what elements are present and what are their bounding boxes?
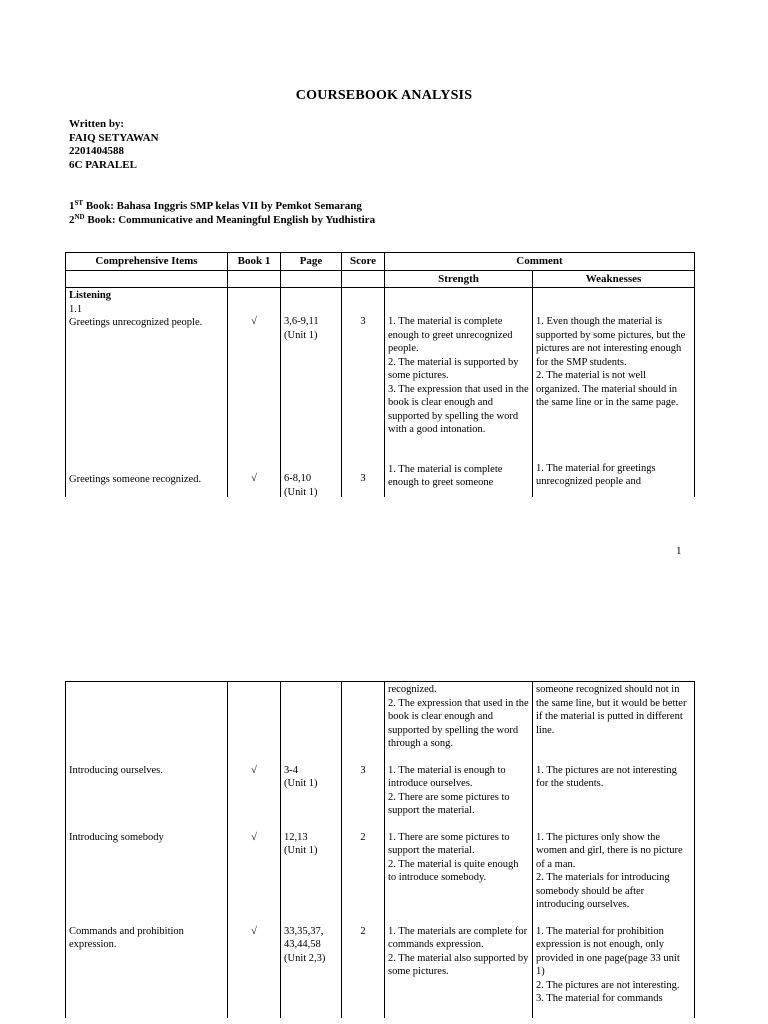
table-row <box>66 288 695 498</box>
strength-text: 2. There are some pictures to support the material. <box>388 791 510 816</box>
strength-text: recognized. <box>388 684 437 695</box>
items-cell <box>66 830 228 924</box>
author-id: 2201404588 <box>69 145 124 157</box>
strength-text: 2. The material also supported by some pictures. <box>388 952 529 977</box>
weakness-text: 1. The pictures only show the women and girl, there is no picture of a man. <box>536 831 683 870</box>
score-cell <box>342 682 385 763</box>
unit-ref: (Unit 1) <box>284 778 318 789</box>
book-2-ordinal: 2 <box>69 214 75 226</box>
page-1 <box>0 0 768 497</box>
unit-ref: (Unit 1) <box>284 329 318 341</box>
weakness-cell <box>533 682 695 763</box>
header-weaknesses: Weaknesses <box>533 270 695 288</box>
header-items: Comprehensive Items <box>66 253 228 271</box>
weakness-cell <box>533 288 695 498</box>
subheader-empty <box>228 270 281 288</box>
item-label: Greetings unrecognized people. <box>69 317 203 328</box>
strength-text: 2. The material is supported by some pictures. <box>388 356 519 381</box>
book-list <box>69 199 375 227</box>
weakness-text: 2. The materials for introducing somebody should be after introducing ourselves. <box>536 872 670 910</box>
check-cell <box>228 924 281 1018</box>
strength-cell <box>385 763 533 830</box>
page-ref: 12,13 <box>284 831 308 843</box>
strength-cell <box>385 830 533 924</box>
table-row <box>66 763 695 830</box>
strength-text: 2. The expression that used in the book is clear enough and supported by spelling the word through a song. <box>388 697 529 749</box>
book-1-line <box>69 199 375 213</box>
weakness-text: 1. The material for prohibition expression is not enough, only provided in one page(page 33 unit 1) <box>536 925 680 977</box>
items-cell <box>66 763 228 830</box>
items-cell <box>66 924 228 1018</box>
strength-text: 1. There are some pictures to support the material. <box>388 831 510 856</box>
book-2-text: Book: Communicative and Meaningful English by Yudhistira <box>84 214 376 226</box>
check-cell <box>228 288 281 498</box>
header-strength: Strength <box>385 270 533 288</box>
score-value: 2 <box>360 831 366 843</box>
subheader-empty <box>281 270 342 288</box>
page-cell <box>281 924 342 1018</box>
author-name: FAIQ SETYAWAN <box>69 131 159 144</box>
items-cell <box>66 682 228 763</box>
subheader-empty <box>66 270 228 288</box>
header-comment: Comment <box>385 253 695 271</box>
item-label: Introducing somebody <box>69 831 164 843</box>
unit-ref: (Unit 1) <box>284 486 318 497</box>
table-row <box>66 924 695 1018</box>
book-1-text: Book: Bahasa Inggris SMP kelas VII by Pemkot Semarang <box>83 200 362 212</box>
analysis-table-page-1 <box>65 252 695 497</box>
weakness-text: 1. The pictures are not interesting for the students. <box>536 764 677 789</box>
header-book: Book 1 <box>228 253 281 271</box>
weakness-text: 1. Even though the material is supported by some pictures, but the pictures are not interesting enough for the SMP students. <box>536 316 686 368</box>
checkmark: √ <box>251 472 257 484</box>
page-2 <box>0 681 768 1024</box>
author-block <box>69 118 159 172</box>
table-subheader-row <box>66 270 695 288</box>
check-cell <box>228 763 281 830</box>
page-number: 1 <box>676 545 682 557</box>
page-ref: 6-8,10 <box>284 473 312 484</box>
checkmark: √ <box>251 764 257 776</box>
table-row <box>66 830 695 924</box>
page-break <box>0 497 768 681</box>
weakness-cell <box>533 924 695 1018</box>
score-cell <box>342 830 385 924</box>
score-cell <box>342 763 385 830</box>
book-1-suffix: ST <box>74 199 84 207</box>
checkmark: √ <box>251 316 257 327</box>
item-label: Introducing ourselves. <box>69 764 163 776</box>
weakness-text: 3. The material for commands <box>536 993 663 1004</box>
weakness-cell <box>533 763 695 830</box>
checkmark: √ <box>251 925 257 937</box>
page-cell <box>281 288 342 498</box>
weakness-text: 2. The material is not well organized. The material should in the same line or in the same page. <box>536 370 679 408</box>
page-ref: 33,35,37, <box>284 925 324 937</box>
weakness-cell <box>533 830 695 924</box>
page-cell <box>281 830 342 924</box>
page-ref: 43,44,58 <box>284 939 321 950</box>
table-row <box>66 682 695 763</box>
strength-text: 3. The expression that used in the book is clear enough and supported by spelling the word with a good intonation. <box>388 383 529 435</box>
strength-text: 1. The material is complete enough to greet someone <box>388 463 503 488</box>
strength-cell <box>385 288 533 498</box>
page-cell <box>281 682 342 763</box>
unit-ref: (Unit 1) <box>284 845 318 856</box>
subheader-empty <box>342 270 385 288</box>
strength-text: 1. The material is enough to introduce ourselves. <box>388 764 506 789</box>
strength-text: 1. The material is complete enough to greet unrecognized people. <box>388 316 513 354</box>
check-cell <box>228 830 281 924</box>
items-cell <box>66 288 228 498</box>
book-2-line <box>69 213 375 227</box>
item-label: Commands and prohibition expression. <box>69 925 184 950</box>
page-ref: 3-4 <box>284 764 298 776</box>
page-ref: 3,6-9,11 <box>284 316 319 327</box>
author-class: 6C PARALEL <box>69 158 137 171</box>
checkmark: √ <box>251 831 257 843</box>
score-value: 3 <box>360 472 366 484</box>
analysis-table-page-2 <box>65 681 695 1018</box>
item-label: Greetings someone recognized. <box>69 473 202 485</box>
score-value: 3 <box>360 764 366 776</box>
score-cell <box>342 288 385 498</box>
score-value: 3 <box>360 316 366 327</box>
weakness-text: someone recognized should not in the same line, but it would be better if the material is putted in different line. <box>536 684 687 736</box>
weakness-text: 2. The pictures are not interesting. <box>536 979 680 991</box>
page-cell <box>281 763 342 830</box>
score-value: 2 <box>360 925 366 937</box>
weakness-text: 1. The material for greetings unrecognized people and <box>536 462 656 487</box>
strength-text: 1. The materials are complete for commands expression. <box>388 925 528 950</box>
strength-cell <box>385 924 533 1018</box>
strength-cell <box>385 682 533 763</box>
strength-text: 2. The material is quite enough to introduce somebody. <box>388 858 519 883</box>
table-header-row <box>66 253 695 271</box>
section-label: Listening <box>69 290 112 301</box>
book-1-ordinal: 1 <box>69 200 75 212</box>
check-cell <box>228 682 281 763</box>
header-score: Score <box>342 253 385 271</box>
document-title: COURSEBOOK ANALYSIS <box>295 88 473 103</box>
unit-ref: (Unit 2,3) <box>284 952 326 964</box>
written-by-label: Written by: <box>69 118 125 130</box>
score-cell <box>342 924 385 1018</box>
header-page: Page <box>281 253 342 271</box>
section-number: 1.1 <box>69 303 83 315</box>
book-2-suffix: ND <box>74 213 85 221</box>
